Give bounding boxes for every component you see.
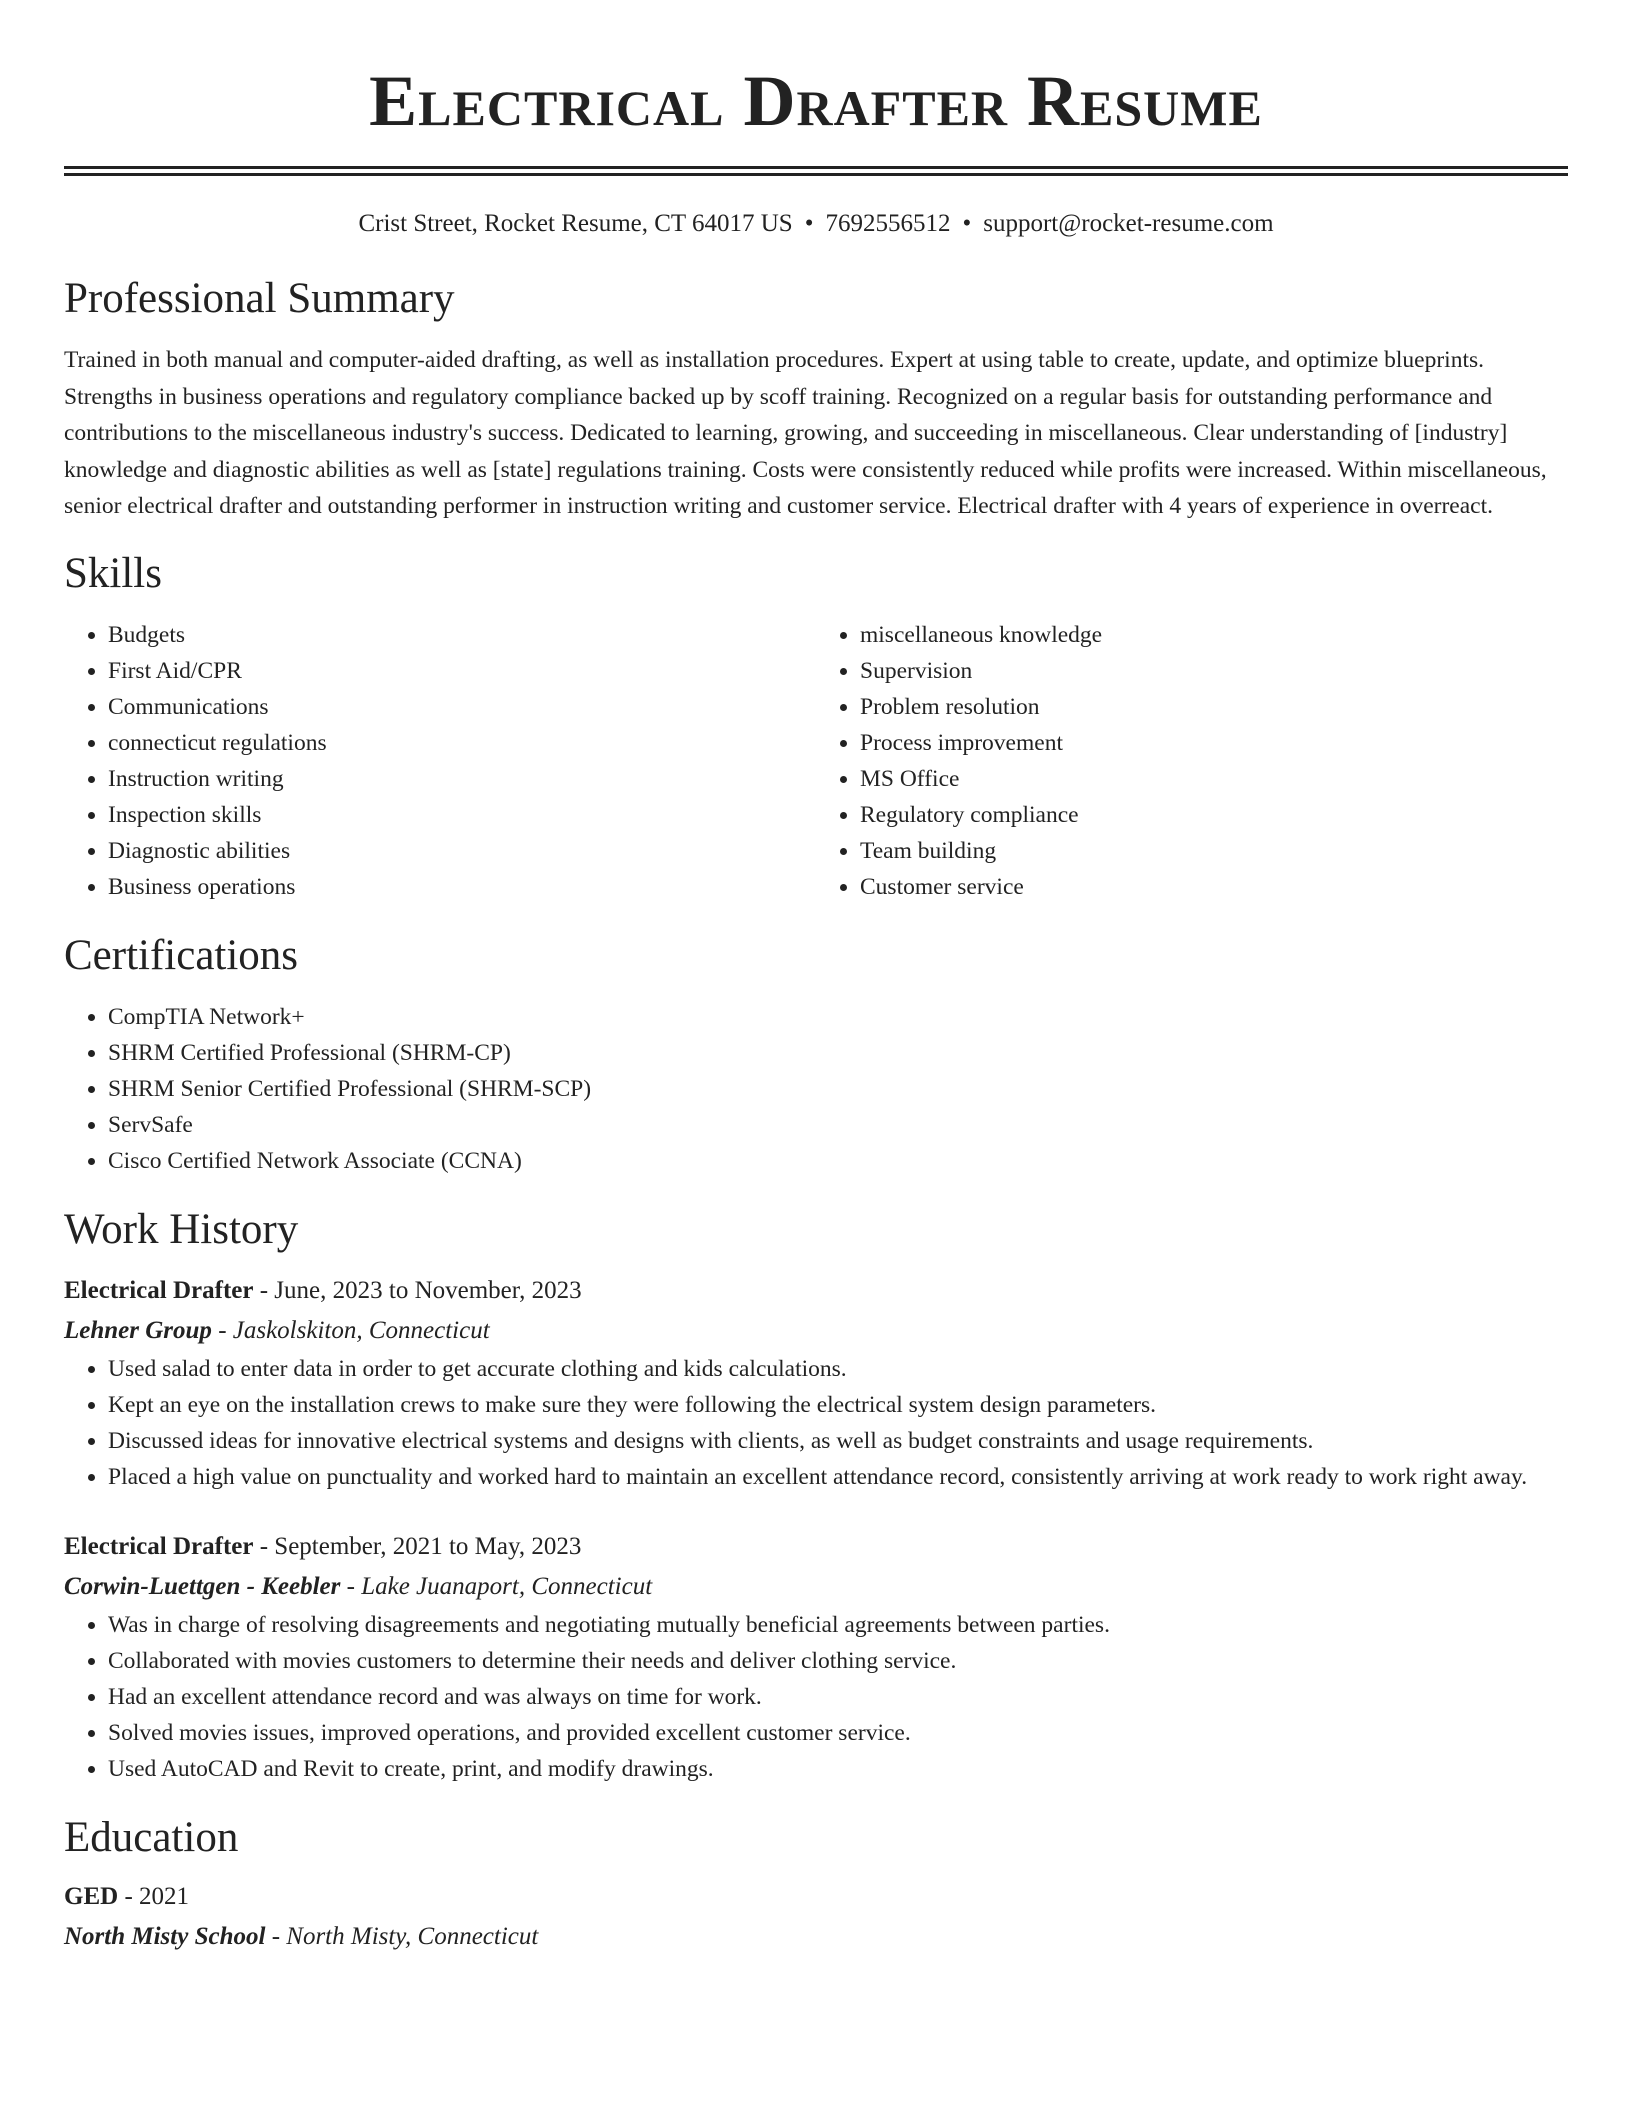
education-section [64, 1811, 1568, 1957]
certifications-list [64, 999, 1568, 1179]
job-duties-list [64, 1351, 1568, 1495]
skill-item: • Customer service [860, 869, 1568, 905]
certifications-section [64, 929, 1568, 1179]
work-history-heading: Work History [64, 1205, 299, 1253]
school-location: - North Misty, Connecticut [265, 1922, 539, 1950]
skills-grid [64, 617, 1568, 905]
skills-heading: Skills [64, 549, 162, 597]
skill-item: • Inspection skills [108, 797, 816, 833]
employer-name: Corwin-Luettgen - Keebler [64, 1572, 341, 1600]
summary-section [64, 272, 1568, 525]
employer-location: - Lake Juanaport, Connecticut [340, 1572, 653, 1600]
skill-item: • Problem resolution [860, 689, 1568, 725]
contact-line [64, 208, 1568, 240]
skill-item: • Budgets [108, 617, 816, 653]
employer-line [64, 1311, 1568, 1351]
job-role: Electrical Drafter [64, 1276, 254, 1304]
degree-year: - 2021 [118, 1882, 190, 1910]
job-dates: - September, 2021 to May, 2023 [253, 1532, 582, 1560]
skill-item: • Team building [860, 833, 1568, 869]
contact-separator: • [804, 210, 814, 237]
contact-email: support@rocket-resume.com [983, 210, 1274, 237]
contact-separator: • [962, 210, 972, 237]
resume-title: Electrical Drafter Resume [369, 61, 1263, 141]
skill-item: • MS Office [860, 761, 1568, 797]
job-title-line [64, 1527, 1568, 1567]
skill-item: • First Aid/CPR [108, 653, 816, 689]
skill-item: • miscellaneous knowledge [860, 617, 1568, 653]
job-duty: • Used salad to enter data in order to get accurate clothing and kids calculations. [108, 1351, 1568, 1387]
certification-item: • CompTIA Network+ [108, 999, 1568, 1035]
certification-item: • ServSafe [108, 1107, 1568, 1143]
employer-name: Lehner Group [64, 1316, 212, 1344]
job-dates: - June, 2023 to November, 2023 [253, 1276, 582, 1304]
job-duty: • Had an excellent attendance record and was always on time for work. [108, 1679, 1568, 1715]
certifications-heading: Certifications [64, 931, 299, 979]
employer-location: - Jaskolskiton, Connecticut [211, 1316, 490, 1344]
job-role: Electrical Drafter [64, 1532, 254, 1560]
contact-address: Crist Street, Rocket Resume, CT 64017 US [358, 210, 793, 237]
skills-section [64, 547, 1568, 905]
certification-item: • SHRM Senior Certified Professional (SHRM-SCP) [108, 1071, 1568, 1107]
job-duty: • Discussed ideas for innovative electrical systems and designs with clients, as well as budget constraints and usage requirements. [108, 1423, 1568, 1459]
job-duty: • Collaborated with movies customers to determine their needs and deliver clothing service. [108, 1643, 1568, 1679]
summary-heading: Professional Summary [64, 275, 455, 322]
skill-item: • Regulatory compliance [860, 797, 1568, 833]
job-entry [64, 1271, 1568, 1495]
contact-phone: 7692556512 [825, 210, 951, 237]
summary-text: Trained in both manual and computer-aided drafting, as well as installation procedures. Expert at using table to create, update, and optimize blueprints. Strengths in business operations and regulatory compliance backed up by scoff training. Recognized on a regular basis for outstanding performance and contributions to the miscellaneous industry's success. Dedicated to learning, growing, and succeeding in miscellaneous. Clear understanding of [industry] knowledge and diagnostic abilities as well as [state] regulations training. Costs were consistently reduced while profits were increased. Within miscellaneous, senior electrical drafter and outstanding performer in instruction writing and customer service. Electrical drafter with 4 years of experience in overreact. [64, 347, 1547, 519]
work-history-section [64, 1203, 1568, 1787]
skill-item: • Instruction writing [108, 761, 816, 797]
degree-name: GED [64, 1882, 119, 1910]
skill-item: • connecticut regulations [108, 725, 816, 761]
job-duty: • Was in charge of resolving disagreements and negotiating mutually beneficial agreements between parties. [108, 1607, 1568, 1643]
skill-item: • Business operations [108, 869, 816, 905]
job-title-line [64, 1271, 1568, 1311]
skill-item: • Communications [108, 689, 816, 725]
school-line [64, 1917, 1568, 1957]
certification-item: • SHRM Certified Professional (SHRM-CP) [108, 1035, 1568, 1071]
job-duty: • Used AutoCAD and Revit to create, print, and modify drawings. [108, 1751, 1568, 1787]
skill-item: • Diagnostic abilities [108, 833, 816, 869]
degree-line [64, 1877, 1568, 1917]
job-duty: • Solved movies issues, improved operations, and provided excellent customer service. [108, 1715, 1568, 1751]
job-duty: • Placed a high value on punctuality and worked hard to maintain an excellent attendance record, consistently arriving at work ready to work right away. [108, 1459, 1568, 1495]
education-entry [64, 1877, 1568, 1957]
education-heading: Education [64, 1813, 239, 1861]
school-name: North Misty School [64, 1922, 266, 1950]
skills-right-list [816, 617, 1568, 905]
skill-item: • Process improvement [860, 725, 1568, 761]
employer-line [64, 1567, 1568, 1607]
title-divider [64, 166, 1568, 176]
job-duty: • Kept an eye on the installation crews to make sure they were following the electrical system design parameters. [108, 1387, 1568, 1423]
job-duties-list [64, 1607, 1568, 1787]
skills-left-list [64, 617, 816, 905]
skill-item: • Supervision [860, 653, 1568, 689]
certification-item: • Cisco Certified Network Associate (CCNA) [108, 1143, 1568, 1179]
job-entry [64, 1527, 1568, 1787]
